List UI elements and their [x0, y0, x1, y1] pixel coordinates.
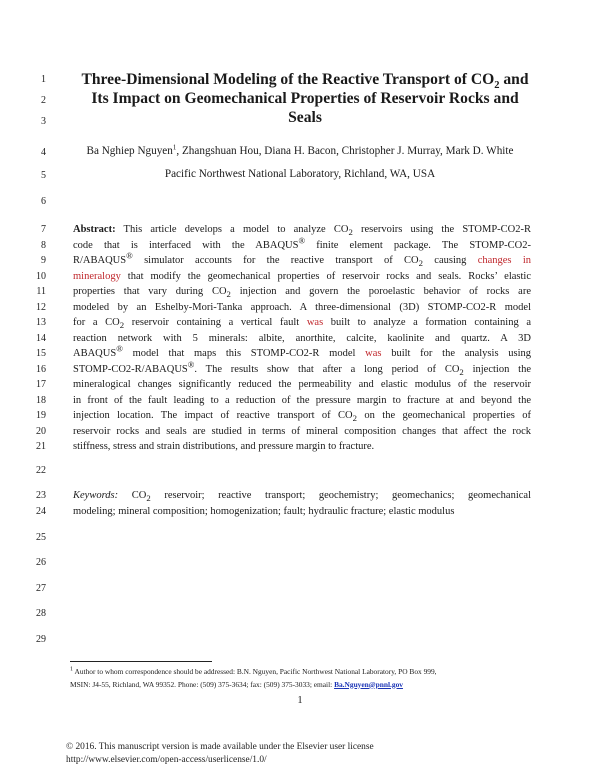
footnote: $^1$ Author to whom correspondence should be addressed: B.N. Nguyen, Pacific Northwest National Laboratory, PO Box 999, MSIN: J4-55, Richland, WA 99352. Phone: (509) 375-3634; fax: (509) 375-3033; email: Ba.Nguyen@pnnl.gov — [70, 666, 437, 689]
tracked-change: changes in — [477, 255, 531, 266]
line-number: 18 — [36, 395, 46, 406]
line-number: 21 — [36, 441, 46, 452]
footnote-rule — [70, 661, 212, 662]
line-number: 20 — [36, 426, 46, 437]
line-number: 12 — [36, 302, 46, 313]
line-number: 28 — [36, 608, 46, 619]
footnote-mark: 1 — [172, 143, 177, 152]
line-number: 26 — [36, 557, 46, 568]
email-link[interactable]: Ba.Nguyen@pnnl.gov — [334, 679, 403, 689]
line-number: 1 — [41, 74, 46, 85]
keywords: Keywords: $CO_2$ reservoir; reactive transport; geochemistry; geomechanics; geomechanical modeling; mineral composition; homogenization; fault; hydraulic fracture; elastic modulus — [73, 490, 531, 517]
line-number: 4 — [41, 147, 46, 158]
line-number: 19 — [36, 410, 46, 421]
abstract: Abstract: This article develops a model to analyze $CO_2$ reservoirs using the STOMP-CO2-R code that is interfaced with the ABAQUS® finite element package. The STOMP-CO2- R/ABAQUS® simulator accounts for the reactive transport of $CO_2$ causing changes in mineralogy that modify the geomechanical properties of reservoir rocks and seals. Rocks’ elastic properties that vary during $CO_2$ injection and govern the poroelastic behavior of rocks are modeled by an Eshelby-Mori-Tanka approach. A three-dimensional (3D) STOMP-CO2-R model for a $CO_2$ reservoir containing a vertical fault was built to analyze a formation containing a reaction network with 5 minerals: albite, anorthite, calcite, kaolinite and quartz. A 3D ABAQUS® model that maps this STOMP-CO2-R model was built for the analysis using STOMP-CO2-R/ABAQUS®. The results show that after a long period of $CO_2$ injection the mineralogical changes significantly reduced the permeability and elastic modulus of the reservoir in front of the fault leading to a reduction of the pressure margin to fracture at and beyond the injection location. The impact of reactive transport of $CO_2$ on the geomechanical properties of reservoir rocks and seals are studied in terms of mineral composition changes that affect the rock stiffness, stress and strain distributions, and pressure margin to fracture. — [73, 224, 532, 452]
line-number: 10 — [36, 271, 46, 282]
affiliation: Pacific Northwest National Laboratory, Richland, WA, USA — [164, 168, 436, 180]
license-notice: © 2016. This manuscript version is made available under the Elsevier user license — [66, 742, 374, 752]
line-number: 23 — [36, 490, 46, 501]
title-line-3: Seals — [288, 109, 322, 126]
line-number: 27 — [36, 583, 46, 594]
line-number: 7 — [41, 224, 46, 235]
tracked-change: was — [306, 317, 324, 328]
line-number: 2 — [41, 95, 46, 106]
abstract-label: Abstract: — [73, 224, 116, 235]
line-number: 11 — [36, 286, 46, 297]
line-number: 24 — [36, 506, 46, 517]
line-number: 6 — [41, 196, 46, 207]
line-number: 15 — [36, 348, 46, 359]
license-url[interactable]: http://www.elsevier.com/open-access/userlicense/1.0/ — [66, 755, 267, 765]
line-number: 22 — [36, 465, 46, 476]
title-line-1: Three-Dimensional Modeling of the Reactive Transport of $CO_2$ and — [81, 71, 529, 92]
footnote-mark: 1 — [70, 666, 74, 673]
tracked-change: mineralogy — [73, 270, 121, 282]
line-number: 5 — [41, 170, 46, 181]
author-list: Ba Nghiep Nguyen$^1$, Zhangshuan Hou, Diana H. Bacon, Christopher J. Murray, Mark D. White — [86, 143, 514, 157]
line-number: 25 — [36, 532, 46, 543]
line-number: 8 — [41, 240, 46, 251]
title-line-2: Its Impact on Geomechanical Properties of Reservoir Rocks and — [91, 90, 519, 107]
line-number: 13 — [36, 317, 46, 328]
page-number: 1 — [297, 695, 303, 706]
tracked-change: was — [365, 348, 382, 359]
line-number: 9 — [41, 255, 46, 266]
line-number: 3 — [41, 116, 46, 127]
line-number: 16 — [36, 364, 46, 375]
keywords-label: Keywords: — [73, 490, 119, 501]
paper-title — [70, 70, 540, 127]
line-number: 17 — [36, 379, 46, 390]
line-number: 14 — [36, 333, 46, 344]
line-number: 29 — [36, 634, 46, 645]
